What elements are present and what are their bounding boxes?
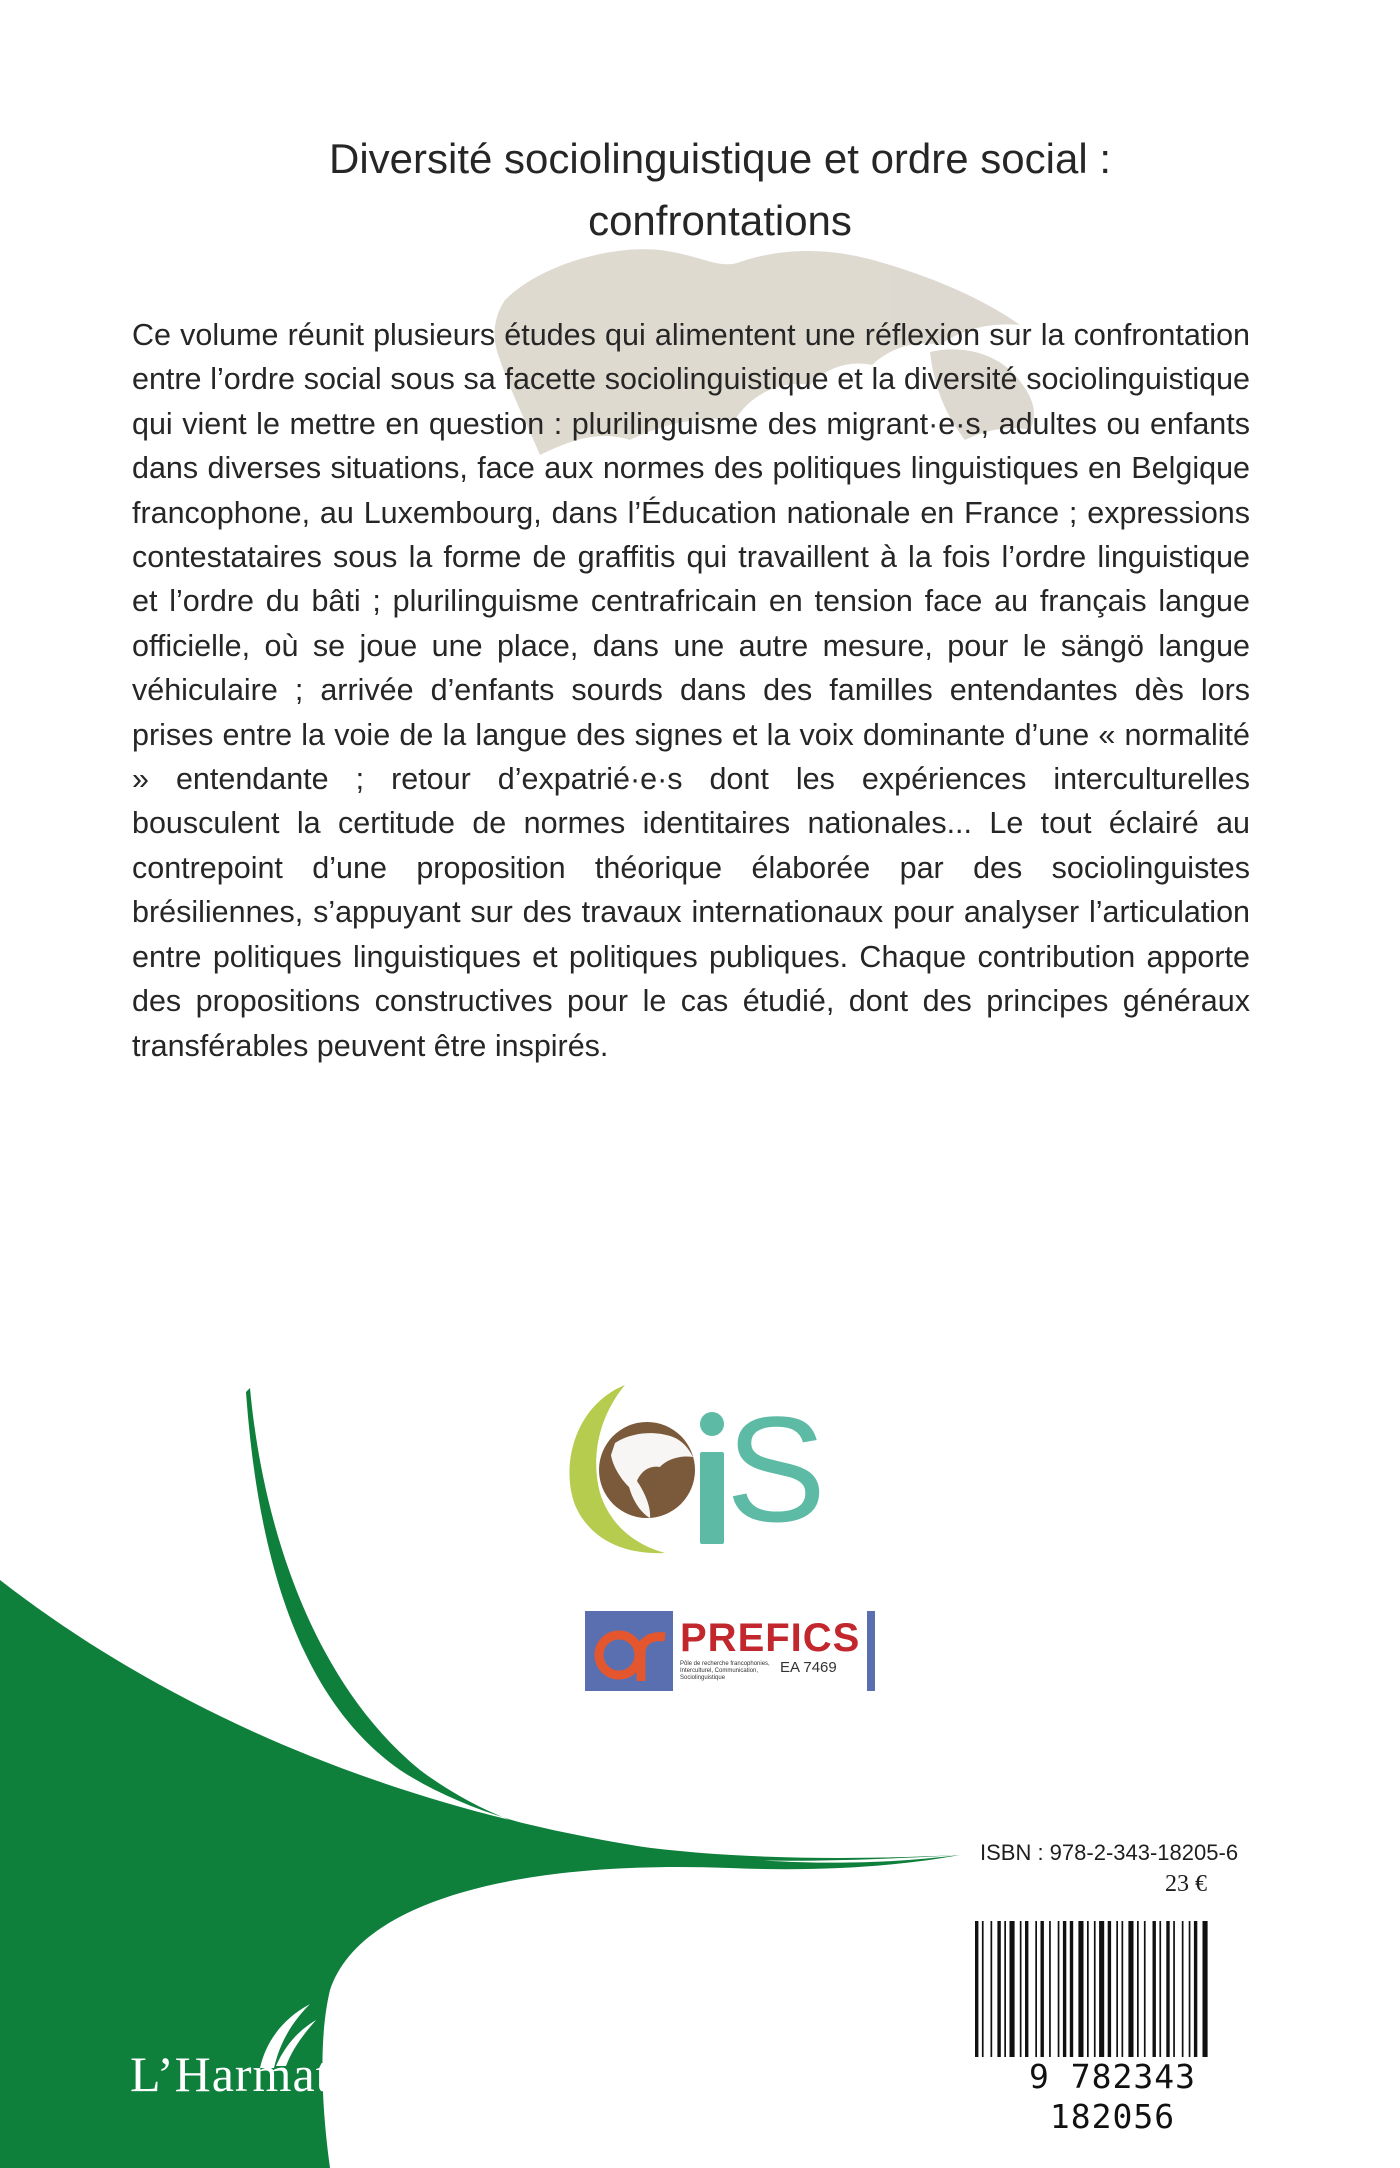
cis-i-stem — [700, 1452, 724, 1544]
barcode-bar — [1166, 1921, 1169, 2061]
barcode-bar — [1070, 1921, 1073, 2061]
barcode-bar — [1004, 1921, 1006, 2061]
barcode-bar — [991, 1921, 993, 2061]
barcode-bar — [1108, 1921, 1111, 2061]
book-title-line-2: confrontations — [588, 197, 852, 244]
isbn: ISBN : 978-2-343-18205-6 — [980, 1840, 1239, 1865]
barcode-bar — [1173, 1921, 1175, 2061]
barcode-bar — [1137, 1921, 1139, 2061]
barcode-bar — [1063, 1921, 1066, 2061]
barcode-bar — [1194, 1921, 1197, 2061]
cis-s-letter: S — [726, 1385, 827, 1553]
back-cover-blurb: Ce volume réunit plusieurs études qui alimentent une réflexion sur la confrontation entre l’ordre social sous sa facette sociolinguistique et la diversité sociolinguistique qui vient le mettre en question : plurilinguisme des migrant·e·s, adultes ou enfants dans diverses situations, face aux normes des politiques linguistiques en Belgique francophone, au Luxembourg, dans l’Éducation nationale en France ; expressions contestataires sous la forme de graffitis qui travaillent à la fois l’ordre linguistique et l’ordre du bâti ; plurilinguisme centrafricain en tension face au français langue officielle, où se joue une place, dans une autre mesure, pour le sängö langue véhiculaire ; arrivée d’enfants sourds dans des familles entendantes dès lors prises entre la voie de la langue des signes et la voix dominante d’une « normalité » entendante ; retour d’expatrié·e·s dont les expériences interculturelles bousculent la certitude de normes identitaires nationales... Le tout éclairé au contrepoint d’une proposition théorique élaborée par des sociolinguistes brésiliennes, s’appuyant sur des travaux internationaux pour analyser l’articulation entre politiques linguistiques et politiques publiques. Chaque contribution apporte des propositions constructives pour le cas étudié, dont des principes généraux transférables peuvent être inspirés. — [132, 318, 1250, 1063]
prefics-subtitle: Pôle de recherche francophonies, Interculturel, Communication, Sociolinguistique — [680, 1661, 770, 1681]
barcode-digits: 9 782343 182056 — [975, 2057, 1250, 2137]
barcode-bar — [1025, 1921, 1028, 2061]
barcode-bar — [1041, 1921, 1044, 2061]
barcode-bar — [997, 1921, 1000, 2061]
publisher-name: L’Harmattan — [130, 2046, 395, 2102]
barcode-bar — [1159, 1921, 1161, 2061]
barcode-bar — [1058, 1921, 1060, 2061]
book-title-line-1: Diversité sociolinguistique et ordre social : — [328, 135, 1112, 182]
barcode-bar — [1128, 1921, 1133, 2061]
barcode-bar — [1020, 1921, 1022, 2061]
barcode-bar — [975, 1921, 978, 2061]
book-title — [180, 128, 1260, 252]
barcode-bar — [1122, 1921, 1124, 2061]
barcode-bar — [1035, 1921, 1037, 2061]
barcode-bar — [1189, 1921, 1191, 2061]
cis-logo — [555, 1375, 895, 1560]
prefics-name: PREFICS — [680, 1616, 861, 1660]
cis-i-dot — [700, 1412, 724, 1436]
barcode-bar — [1116, 1921, 1118, 2061]
barcode-bar — [1203, 1921, 1208, 2061]
barcode-bar — [1087, 1921, 1089, 2061]
price: 23 € — [1165, 1871, 1207, 1897]
barcode-bar — [982, 1921, 984, 2061]
barcode-bar — [1094, 1921, 1096, 2061]
barcode-bar — [1153, 1921, 1156, 2061]
barcode-bar — [1099, 1921, 1104, 2061]
barcode-bar — [1078, 1921, 1083, 2061]
barcode-bar — [1182, 1921, 1184, 2061]
barcode-bar — [1144, 1921, 1146, 2061]
barcode-bar — [1049, 1921, 1051, 2061]
prefics-code: EA 7469 — [780, 1659, 837, 1676]
barcode-bar — [1010, 1921, 1015, 2061]
